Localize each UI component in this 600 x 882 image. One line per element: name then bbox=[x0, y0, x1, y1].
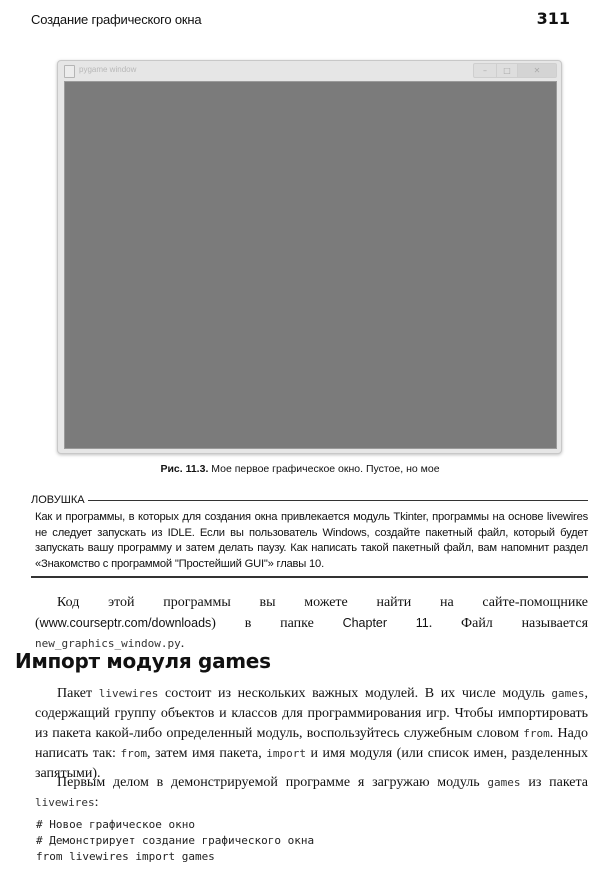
code-line: from livewires import games bbox=[36, 850, 215, 863]
paragraph-package: Пакет livewires состоит из нескольких важных модулей. В их числе модуль games, содержащий группу объектов и классов для программирования игр. Чтобы импортировать из пакета какой-либо определенный модуль, воспользуйтесь служебным словом from. Надо написать так: from, затем имя пакета, import и имя модуля (или список имен, разделенных запятыми). bbox=[35, 686, 588, 781]
maximize-icon: □ bbox=[496, 63, 518, 78]
minimize-icon: – bbox=[473, 63, 497, 78]
python-icon bbox=[64, 65, 75, 78]
close-icon: ✕ bbox=[517, 63, 557, 78]
paragraph-download: Код этой программы вы можете найти на сайте-помощнике (www.courseptr.com/downloads) в папке Chapter 11. Файл называется new_graphics_window.py. bbox=[35, 595, 589, 651]
trap-heading bbox=[31, 494, 588, 506]
code-line: # Новое графическое окно bbox=[36, 818, 195, 831]
window-titlebar bbox=[58, 61, 561, 80]
trap-heading-label: ЛОВУШКА bbox=[31, 494, 85, 506]
code-line: # Демонстрирует создание графического окна bbox=[36, 834, 315, 847]
download-link[interactable]: www.courseptr.com/downloads bbox=[39, 616, 212, 630]
trap-top-rule bbox=[88, 500, 588, 501]
caption-label: Рис. 11.3. bbox=[160, 463, 209, 475]
figure-caption bbox=[0, 463, 600, 475]
pygame-window-figure bbox=[57, 60, 562, 454]
trap-text: Как и программы, в которых для создания окна привлекается модуль Tkinter, программы на основе livewires не следует запускать из IDLE. Если вы пользователь Windows, создайте пакетный файл, который будет запускать вашу программу и затем делать паузу. Как написать такой пакетный файл, вам напомнит раздел «Знакомство с программой "Простейший GUI"» главы 10. bbox=[35, 511, 588, 570]
file-name: new_graphics_window.py bbox=[35, 637, 181, 650]
paragraph-import: Первым делом в демонстрируемой программе я загружаю модуль games из пакета livewires: bbox=[35, 775, 588, 810]
caption-text: Мое первое графическое окно. Пустое, но мое bbox=[208, 463, 440, 475]
page-number: 311 bbox=[536, 9, 570, 28]
code-listing bbox=[36, 817, 314, 865]
window-title: pygame window bbox=[79, 65, 137, 74]
folder-name: Chapter 11 bbox=[342, 616, 429, 630]
trap-bottom-rule bbox=[31, 576, 588, 578]
section-heading: Импорт модуля games bbox=[15, 649, 271, 673]
running-head: Создание графического окна bbox=[31, 12, 202, 27]
window-client-area bbox=[64, 81, 557, 449]
